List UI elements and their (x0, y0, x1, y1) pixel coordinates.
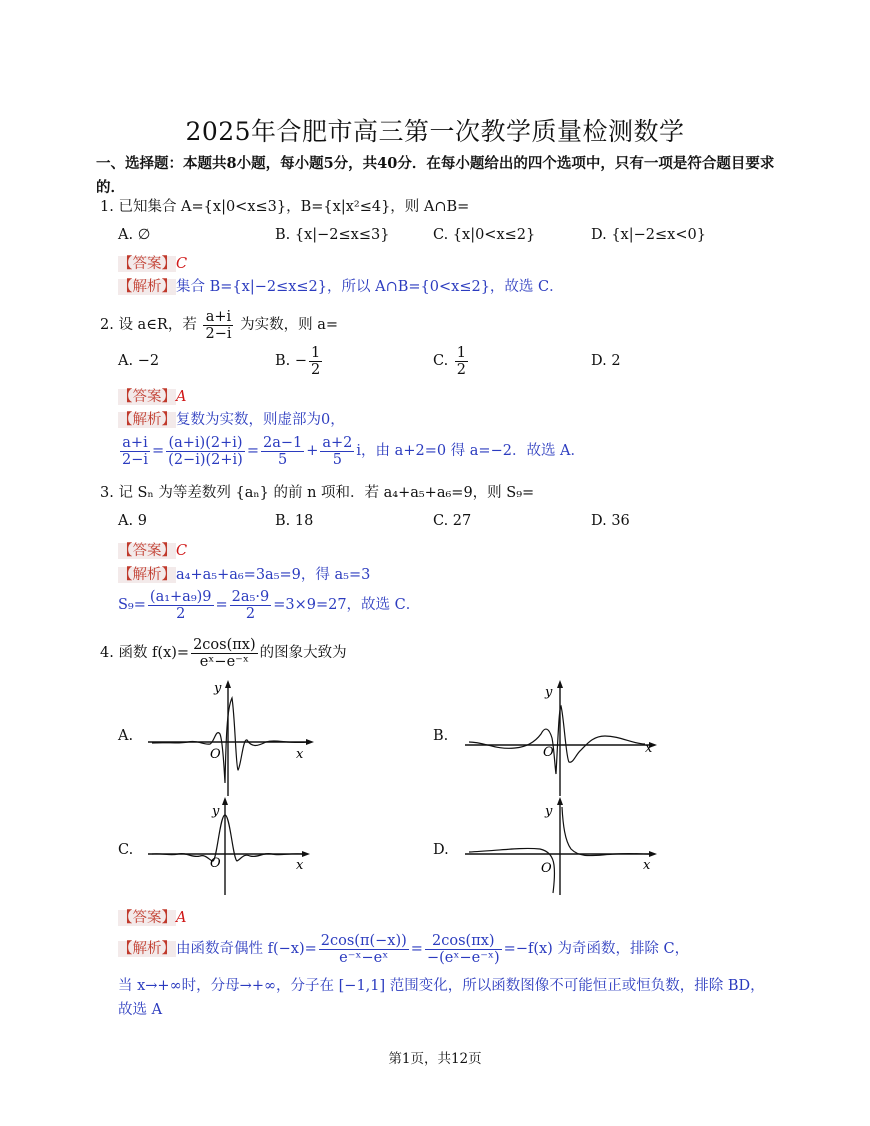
q2-option-a: A. −2 (118, 353, 160, 369)
q2-stem-suffix: 为实数，则 a= (240, 317, 338, 333)
q2-stem-fraction (203, 309, 233, 342)
analysis-tag: 【解析】 (118, 941, 176, 957)
plus-sign: + (306, 443, 319, 459)
graph-b-y-label: y (545, 685, 553, 700)
graph-d-y-label: y (545, 804, 553, 819)
q4-stem-prefix: 4. 函数 f(x)= (100, 645, 190, 661)
answer-tag: 【答案】 (118, 389, 176, 405)
q1-option-a: A. ∅ (118, 227, 151, 243)
fraction-denominator: 2 (245, 605, 256, 622)
q4-answer-value: A (176, 910, 187, 926)
graph-b-x-label: x (645, 741, 653, 756)
q2-stem-prefix: 2. 设 a∈R，若 (100, 317, 197, 333)
q3-stem: 3. 记 Sₙ 为等差数列 {aₙ} 的前 n 项和．若 a₄+a₅+a₆=9，则 S₉= (100, 485, 535, 501)
q4-stem-fraction (191, 637, 258, 670)
q2-answer-value: A (176, 389, 187, 405)
q3-analysis-tail: =3×9=27，故选 C． (273, 597, 421, 613)
q3-analysis-line1 (118, 565, 370, 585)
q2-answer (118, 387, 186, 407)
graph-d-x-label: x (643, 858, 651, 873)
q2-analysis-line1 (118, 410, 345, 430)
fraction-denominator: −(eˣ−e⁻ˣ) (426, 949, 500, 966)
fraction-denominator: 5 (332, 451, 343, 468)
analysis-tag: 【解析】 (118, 279, 176, 295)
answer-tag: 【答案】 (118, 910, 176, 926)
graph-c (148, 795, 318, 900)
graph-b-origin: O (543, 745, 554, 760)
fraction-numerator: (a+i)(2+i) (166, 435, 245, 452)
analysis-tag: 【解析】 (118, 412, 176, 428)
answer-tag: 【答案】 (118, 256, 176, 272)
q3-option-c: C. 27 (433, 513, 472, 529)
q4-stem (100, 635, 347, 671)
fraction-denominator: 5 (277, 451, 288, 468)
graph-d (465, 795, 665, 900)
q2-option-d: D. 2 (591, 353, 621, 369)
graph-a-origin: O (210, 747, 221, 762)
section-header: 一、选择题：本题共8小题，每小题5分，共40分．在每小题给出的四个选项中，只有一项是符合题目要求的． (96, 155, 775, 196)
q3-option-d: D. 36 (591, 513, 630, 529)
fraction-numerator: 2a−1 (262, 434, 303, 451)
fraction-numerator: (a₁+a₉)9 (149, 588, 212, 605)
q4-analysis-tail: =−f(x) 为奇函数，排除 C， (503, 941, 690, 957)
fraction-numerator: a+2 (322, 434, 353, 451)
fraction-denominator: 2−i (122, 451, 149, 468)
q2-analysis-tail: i，由 a+2=0 得 a=−2．故选 A． (356, 443, 586, 459)
q4-analysis-line2: 当 x→+∞时，分母→+∞，分子在 [−1,1] 范围变化，所以函数图像不可能恒正或恒负数，排除 BD， (118, 978, 765, 994)
graph-c-x-label: x (296, 858, 304, 873)
q1-answer (118, 254, 187, 274)
fraction-denominator: e⁻ˣ−eˣ (339, 949, 389, 966)
q3-answer-value: C (176, 543, 188, 559)
answer-tag: 【答案】 (118, 543, 176, 559)
q1-option-b: B. {x|−2≤x≤3} (275, 227, 390, 243)
equals-sign: = (215, 597, 228, 613)
equals-sign: = (152, 443, 165, 459)
q2-option-c-label: C. (433, 353, 449, 369)
graph-c-y-label: y (212, 804, 220, 819)
q4-option-a-label: A. (118, 728, 134, 744)
fraction-denominator: (2−i)(2+i) (168, 451, 243, 468)
q4-option-d-label: D. (433, 842, 449, 858)
graph-b (465, 678, 665, 798)
q3-analysis-line2 (118, 586, 420, 624)
q2-option-b (275, 343, 324, 379)
page-footer: 第1页，共12页 (388, 1051, 482, 1067)
fraction-numerator: a+i (120, 435, 150, 452)
equals-sign: = (410, 941, 423, 957)
fraction-denominator: 2 (456, 361, 467, 378)
graph-d-origin: O (541, 861, 552, 876)
page-title: 2025年合肥市高三第一次教学质量检测数学 (185, 117, 685, 146)
q4-analysis-prefix: 由函数奇偶性 f(−x)= (176, 941, 317, 957)
q3-analysis-text: a₄+a₅+a₆=3a₅=9，得 a₅=3 (176, 567, 371, 583)
q3-answer (118, 541, 187, 561)
q1-option-c: C. {x|0<x≤2} (433, 227, 536, 243)
graph-a-x-label: x (296, 747, 304, 762)
fraction-denominator: eˣ−e⁻ˣ (199, 653, 249, 670)
fraction-numerator: 2cos(πx) (193, 636, 256, 653)
graph-a (148, 678, 318, 798)
equals-sign: = (246, 443, 259, 459)
q1-analysis-text: 集合 B={x|−2≤x≤2}，所以 A∩B={0<x≤2}，故选 C． (176, 279, 564, 295)
q3-option-a: A. 9 (118, 513, 147, 529)
q2-stem (100, 308, 338, 342)
q4-option-b-label: B. (433, 728, 449, 744)
fraction-denominator: 2 (311, 361, 321, 378)
q1-stem: 1. 已知集合 A={x|0<x≤3}，B={x|x²≤4}，则 A∩B= (100, 199, 470, 215)
q4-analysis-line3: 故选 A (118, 1002, 163, 1018)
q3-option-b: B. 18 (275, 513, 314, 529)
analysis-tag: 【解析】 (118, 567, 176, 583)
q2-analysis-text: 复数为实数，则虚部为0， (176, 412, 345, 428)
fraction-numerator: 2cos(πx) (425, 933, 502, 950)
q4-answer (118, 908, 186, 928)
fraction-numerator: 2cos(π(−x)) (320, 932, 407, 949)
q4-stem-suffix: 的图象大致为 (259, 645, 347, 661)
q2-analysis-line2 (118, 432, 585, 470)
fraction-numerator: 2a₅·9 (231, 588, 270, 605)
fraction-numerator: 1 (456, 344, 467, 361)
q2-option-c (433, 343, 470, 379)
q2-option-b-label: B. − (275, 353, 308, 369)
q3-analysis-lhs: S₉= (118, 597, 146, 613)
graph-c-origin: O (210, 856, 221, 871)
fraction-denominator: 2−i (205, 325, 232, 342)
q4-option-c-label: C. (118, 842, 134, 858)
q1-answer-value: C (176, 256, 188, 272)
fraction-numerator: 1 (311, 344, 321, 361)
q1-analysis (118, 277, 564, 297)
fraction-numerator: a+i (203, 309, 233, 326)
graph-a-y-label: y (214, 681, 222, 696)
q4-analysis-line1 (118, 930, 689, 968)
q1-option-d: D. {x|−2≤x<0} (591, 227, 706, 243)
fraction-denominator: 2 (176, 605, 186, 622)
